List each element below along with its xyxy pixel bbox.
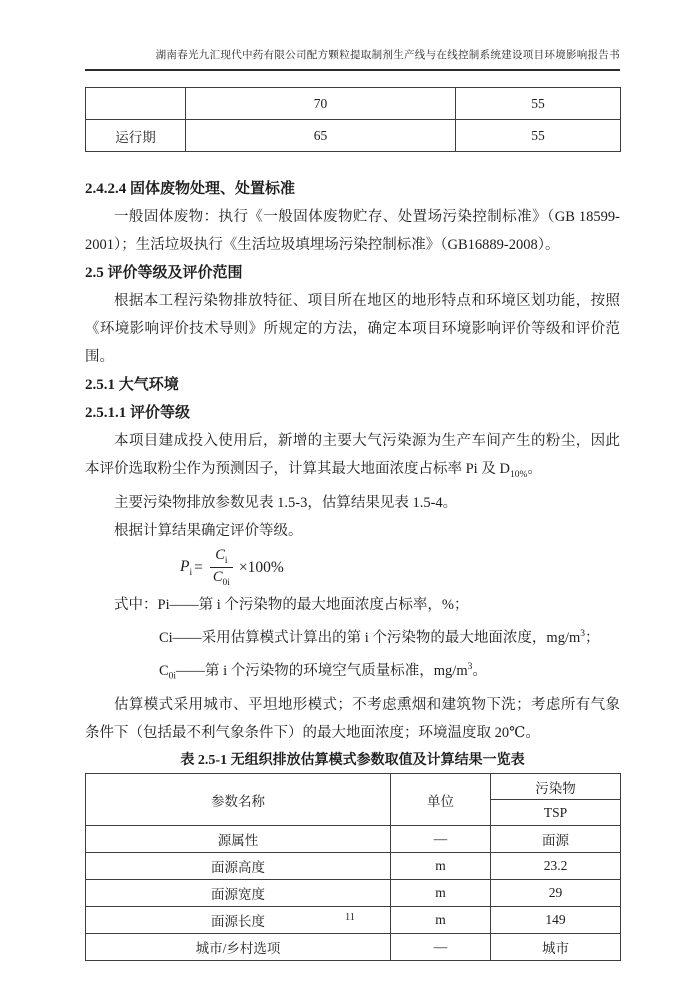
superscript-cubed: 3 bbox=[467, 661, 473, 672]
section-heading-evaluation-scope: 2.5 评价等级及评价范围 bbox=[85, 265, 243, 281]
paragraph-table-refs: 主要污染物排放参数见表 1.5-3，估算结果见表 1.5-4。 bbox=[114, 494, 458, 511]
table-cell: 源属性 bbox=[86, 826, 391, 853]
paragraph-evaluation-basis: 根据本工程污染物排放特征、项目所在地区的地形特点和环境区划功能，按照《环境影响评价技术导则》所规定的方法，确定本项目环境影响评价等级和评价范围。 bbox=[85, 293, 620, 365]
table-cell: 149 bbox=[491, 907, 621, 934]
table-cell: 面源长度 bbox=[86, 907, 391, 934]
table-caption: 表 2.5-1 无组织排放估算模式参数取值及计算结果一览表 bbox=[180, 753, 525, 769]
formula-where-ci bbox=[85, 620, 620, 653]
fraction-denominator bbox=[210, 567, 233, 590]
formula-variable: C bbox=[212, 569, 223, 586]
parameter-table bbox=[85, 773, 621, 961]
table-cell: m bbox=[391, 853, 491, 880]
paragraph-text: ； bbox=[585, 629, 600, 646]
formula-lhs bbox=[180, 558, 192, 578]
table-cell: 面源高度 bbox=[86, 853, 391, 880]
column-header-unit: 单位 bbox=[391, 774, 491, 826]
paragraph-solid-waste: 一般固体废物：执行《一般固体废物贮存、处置场污染控制标准》（GB 18599-2001）；生活垃圾执行《生活垃圾填埋场污染控制标准》（GB16889-2008）。 bbox=[85, 209, 620, 253]
table-cell: m bbox=[391, 880, 491, 907]
superscript-cubed: 3 bbox=[580, 628, 585, 639]
table-cell: — bbox=[391, 826, 491, 853]
paragraph-text: 。 bbox=[527, 461, 542, 477]
paragraph-text: Ci——采用估算模式计算出的第 i 个污染物的最大地面浓度，mg/m bbox=[158, 629, 581, 646]
paragraph-text: 。 bbox=[472, 662, 487, 679]
table-cell: 29 bbox=[491, 880, 621, 907]
table-row bbox=[86, 120, 621, 152]
table-header-row bbox=[86, 774, 621, 800]
table-cell bbox=[86, 88, 186, 120]
table-row bbox=[86, 853, 621, 880]
table-cell: 面源 bbox=[491, 826, 621, 853]
table-row bbox=[86, 88, 621, 120]
table-cell: 23.2 bbox=[491, 853, 621, 880]
report-header-title: 湖南春光九汇现代中药有限公司配方颗粒提取制剂生产线与在线控制系统建设项目环境影响报告书 bbox=[85, 47, 620, 71]
formula-fraction bbox=[210, 546, 233, 591]
column-header-tsp: TSP bbox=[491, 800, 621, 826]
paragraph-estimation-model: 估算模式采用城市、平坦地形模式；不考虑熏烟和建筑物下洗；考虑所有气象条件下（包括最不利气象条件下）的最大地面浓度；环境温度取 20℃。 bbox=[85, 697, 620, 742]
page-content bbox=[85, 0, 620, 961]
formula-where-c0i bbox=[85, 653, 620, 692]
table-cell: m bbox=[391, 907, 491, 934]
table-cell: 65 bbox=[186, 120, 456, 152]
table-row bbox=[86, 934, 621, 961]
formula-pi bbox=[180, 546, 620, 589]
table-cell: 城市/乡村选项 bbox=[86, 934, 391, 961]
section-heading-evaluation-grade: 2.5.1.1 评价等级 bbox=[85, 405, 191, 421]
noise-standard-table bbox=[85, 87, 621, 152]
paragraph-text: 本项目建成投入使用后，新增的主要大气污染源为生产车间产生的粉尘，因此本评价选取粉尘作为预测因子，计算其最大地面浓度占标率 Pi 及 D bbox=[85, 433, 620, 477]
table-cell: 运行期 bbox=[86, 120, 186, 152]
paragraph-text: ——第 i 个污染物的环境空气质量标准，mg/m bbox=[176, 662, 468, 679]
table-row bbox=[86, 826, 621, 853]
paragraph-text: C bbox=[158, 662, 169, 679]
formula-variable: C bbox=[215, 546, 225, 563]
paragraph-dust-factor bbox=[85, 427, 620, 489]
formula-rhs: ×100% bbox=[238, 558, 284, 576]
column-header-param: 参数名称 bbox=[86, 774, 391, 826]
table-cell: — bbox=[391, 934, 491, 961]
formula-where-pi: 式中：Pi——第 i 个污染物的最大地面浓度占标率，%； bbox=[114, 596, 469, 613]
fraction-numerator bbox=[212, 546, 230, 568]
table-cell: 55 bbox=[456, 88, 621, 120]
subscript-d10: 10% bbox=[509, 469, 528, 480]
table-cell: 城市 bbox=[491, 934, 621, 961]
column-header-pollutant: 污染物 bbox=[491, 774, 621, 800]
page-number: 11 bbox=[344, 912, 356, 923]
table-row bbox=[86, 880, 621, 907]
table-cell: 面源宽度 bbox=[86, 880, 391, 907]
table-cell: 55 bbox=[456, 120, 621, 152]
section-heading-solid-waste: 2.4.2.4 固体废物处理、处置标准 bbox=[85, 181, 296, 197]
table-cell: 70 bbox=[186, 88, 456, 120]
formula-subscript: i bbox=[224, 555, 228, 566]
formula-variable: P bbox=[180, 557, 190, 575]
section-heading-atmosphere: 2.5.1 大气环境 bbox=[85, 377, 179, 393]
subscript-0i: 0i bbox=[168, 671, 176, 682]
equals-sign: = bbox=[194, 558, 203, 576]
formula-subscript: 0i bbox=[222, 578, 230, 589]
paragraph-grade-result: 根据计算结果确定评价等级。 bbox=[114, 522, 303, 539]
formula-subscript: i bbox=[189, 567, 193, 578]
